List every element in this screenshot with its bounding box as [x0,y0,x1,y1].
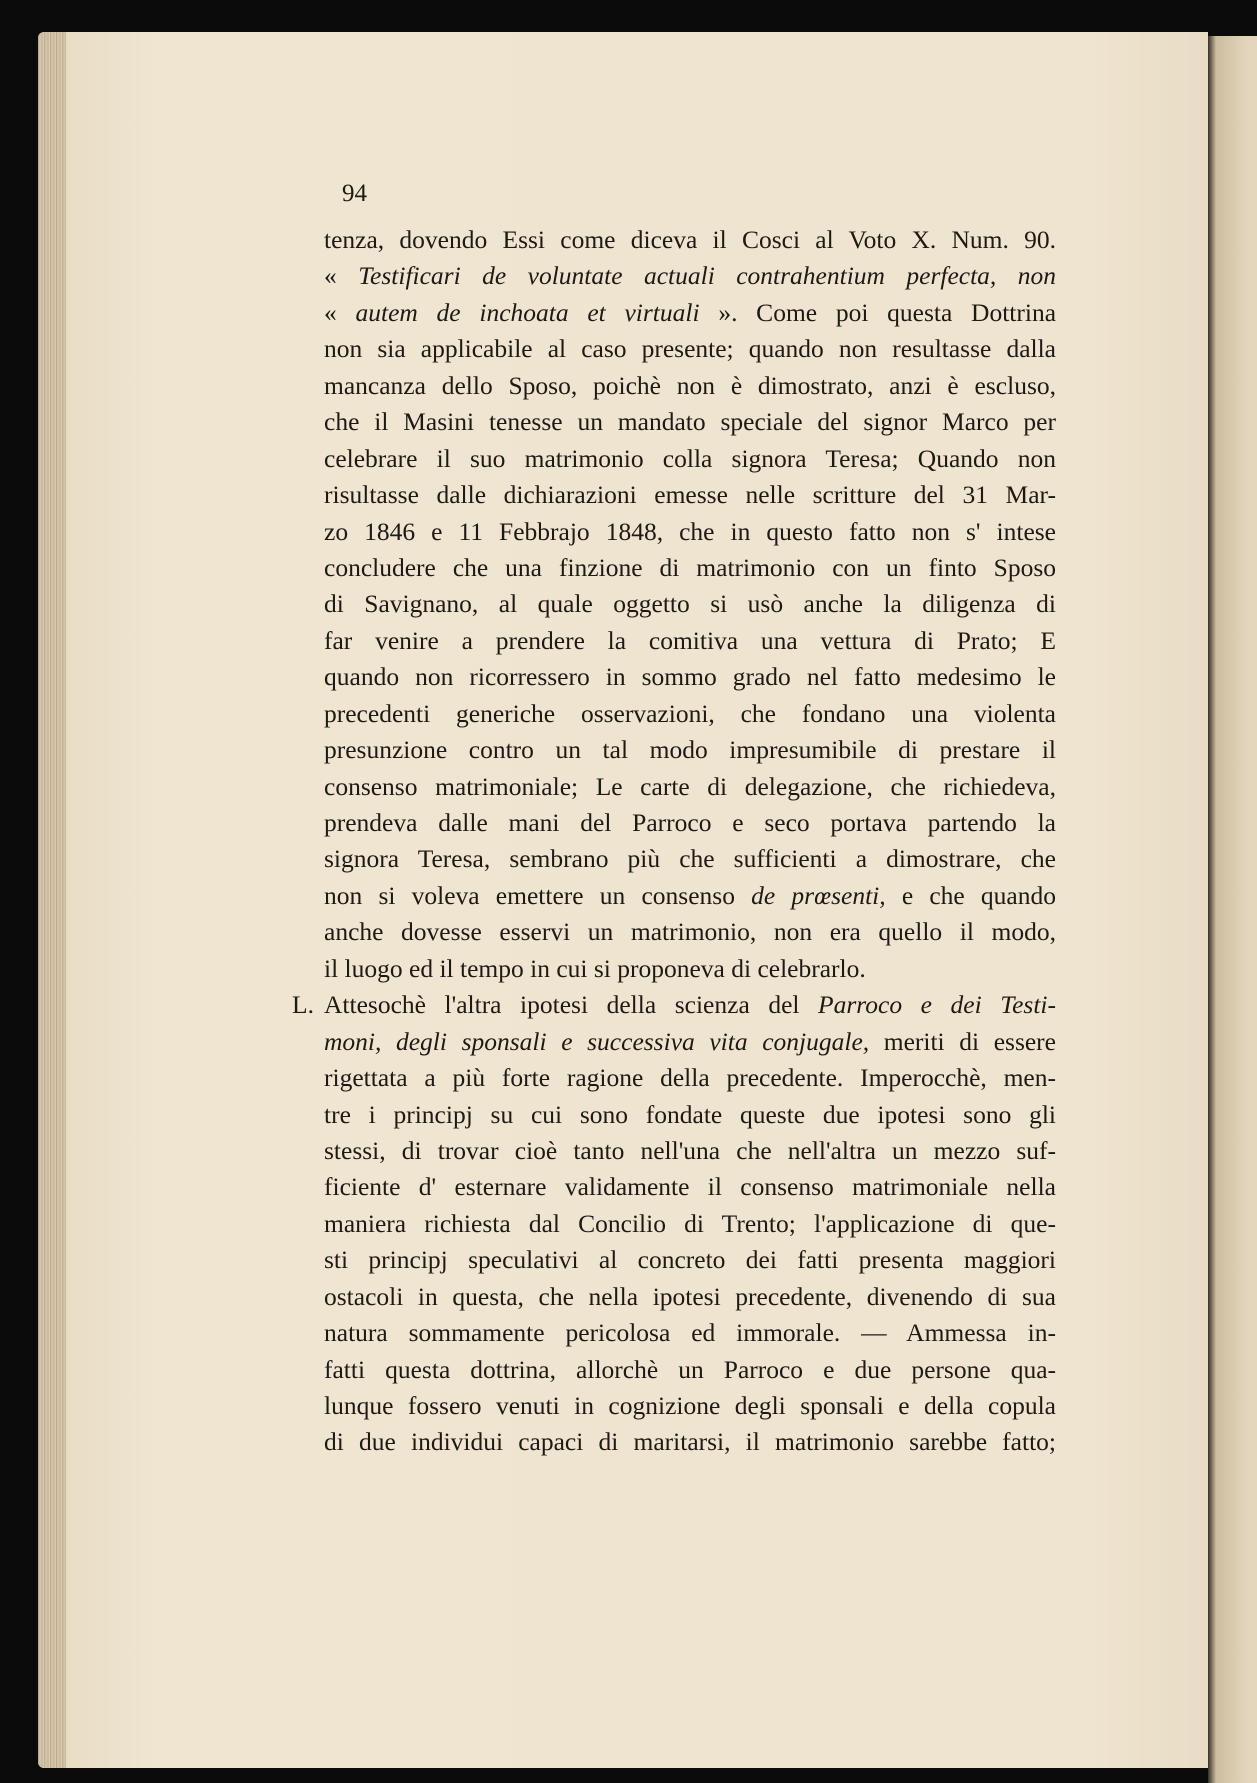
line-text: Attesochè l'altra ipotesi della scienza del [324,990,819,1020]
line-text: consenso matrimoniale; Le carte di delegazione, che richiedeva, [324,771,1056,801]
text-line [324,514,1056,550]
text-line [324,623,1056,659]
line-text: tenza, dovendo Essi come diceva il Cosci al Voto X. Num. 90. [324,225,1056,254]
page-number: 94 [342,180,367,207]
text-line [324,331,1056,367]
line-text: quando non ricorressero in sommo grado nel fatto medesimo le [324,662,1056,692]
text-line [324,1279,1056,1315]
line-text: stessi, di trovar cioè tanto nell'una che nell'altra un mezzo suf- [324,1135,1056,1165]
text-line [324,841,1056,877]
line-text: « [324,297,356,327]
text-line [324,805,1056,841]
line-text: ficiente d' esternare validamente il consenso matrimoniale nella [324,1172,1056,1202]
text-line [324,586,1056,622]
line-text: di due individui capaci di maritarsi, il matrimonio sarebbe fatto; [324,1427,1056,1457]
line-text: lunque fossero venuti in cognizione degli sponsali e della copula [324,1391,1056,1420]
line-text: presunzione contro un tal modo impresumibile di prestare il [324,735,1056,765]
text-line [324,1424,1056,1460]
italic-text: de prœsenti, [751,880,886,910]
text-line [324,1315,1056,1351]
line-text: ». Come poi questa Dottrina [699,297,1057,327]
line-text: che il Masini tenesse un mandato speciale del signor Marco per [324,407,1056,437]
text-line [324,769,1056,805]
facing-page-edge [1208,36,1257,1783]
line-text: far venire a prendere la comitiva una vettura di Prato; E [324,625,1056,655]
body-text [292,222,1057,1461]
text-line [324,732,1056,768]
line-text: anche dovesse esservi un matrimonio, non era quello il modo, [324,917,1056,947]
italic-text: Parroco e dei Testi- [818,990,1056,1020]
line-text: meriti di essere [869,1026,1056,1056]
text-line [324,477,1056,513]
text-line [324,258,1056,294]
text-line [324,404,1056,440]
italic-text: Testificari de voluntate actuali contrahentium perfecta, non [358,261,1056,291]
line-text: rigettata a più forte ragione della precedente. Imperocchè, men- [324,1063,1056,1093]
text-line [324,1024,1056,1060]
line-text: prendeva dalle mani del Parroco e seco portava partendo la [324,808,1056,837]
text-line [324,1169,1056,1205]
line-text: risultasse dalle dichiarazioni emesse nelle scritture del 31 Mar- [324,480,1056,510]
text-line [324,696,1056,732]
text-line [324,951,1056,987]
line-text: maniera richiesta dal Concilio di Trento; l'applicazione di que- [324,1208,1056,1238]
paragraph-label: L. [292,990,314,1020]
line-text: e che quando [885,880,1056,910]
line-text: mancanza dello Sposo, poichè non è dimostrato, anzi è escluso, [324,370,1056,400]
line-text: concludere che una finzione di matrimonio con un finto Sposo [324,552,1056,582]
text-line [324,1352,1056,1388]
text-line [292,987,1056,1023]
line-text: il luogo ed il tempo in cui si proponeva di celebrarlo. [324,953,866,983]
text-line [324,1097,1056,1133]
text-line [324,1060,1056,1096]
text-line [324,1206,1056,1242]
text-line [324,914,1056,950]
text-line [324,659,1056,695]
line-text: signora Teresa, sembrano più che sufficienti a dimostrare, che [324,844,1056,874]
text-line [324,1388,1056,1424]
line-text: di Savignano, al quale oggetto si usò anche la diligenza di [324,589,1056,619]
page-edges [38,32,66,1768]
text-line [324,441,1056,477]
text-line [324,368,1056,404]
italic-text: autem de inchoata et virtuali [355,297,700,327]
line-text: natura sommamente pericolosa ed immorale. — Ammessa in- [324,1318,1056,1348]
line-text: tre i principj su cui sono fondate queste due ipotesi sono gli [324,1099,1056,1129]
line-text: sti principj speculativi al concreto dei fatti presenta maggiori [324,1245,1056,1275]
line-text: precedenti generiche osservazioni, che fondano una violenta [324,698,1056,728]
line-text: fatti questa dottrina, allorchè un Parroco e due persone qua- [324,1354,1056,1384]
text-line [324,222,1056,258]
text-line [324,295,1056,331]
text-line [324,550,1056,586]
italic-text: moni, degli sponsali e successiva vita conjugale, [324,1026,870,1056]
line-text: zo 1846 e 11 Febbrajo 1848, che in questo fatto non s' intese [324,516,1056,546]
line-text: non sia applicabile al caso presente; quando non resultasse dalla [324,334,1056,364]
text-line [324,1242,1056,1278]
line-text: non si voleva emettere un consenso [324,880,752,910]
text-line [324,1133,1056,1169]
line-text: « [324,261,359,291]
text-line [324,878,1056,914]
line-text: celebrare il suo matrimonio colla signora Teresa; Quando non [324,443,1056,473]
line-text: ostacoli in questa, che nella ipotesi precedente, divenendo di sua [324,1281,1056,1311]
